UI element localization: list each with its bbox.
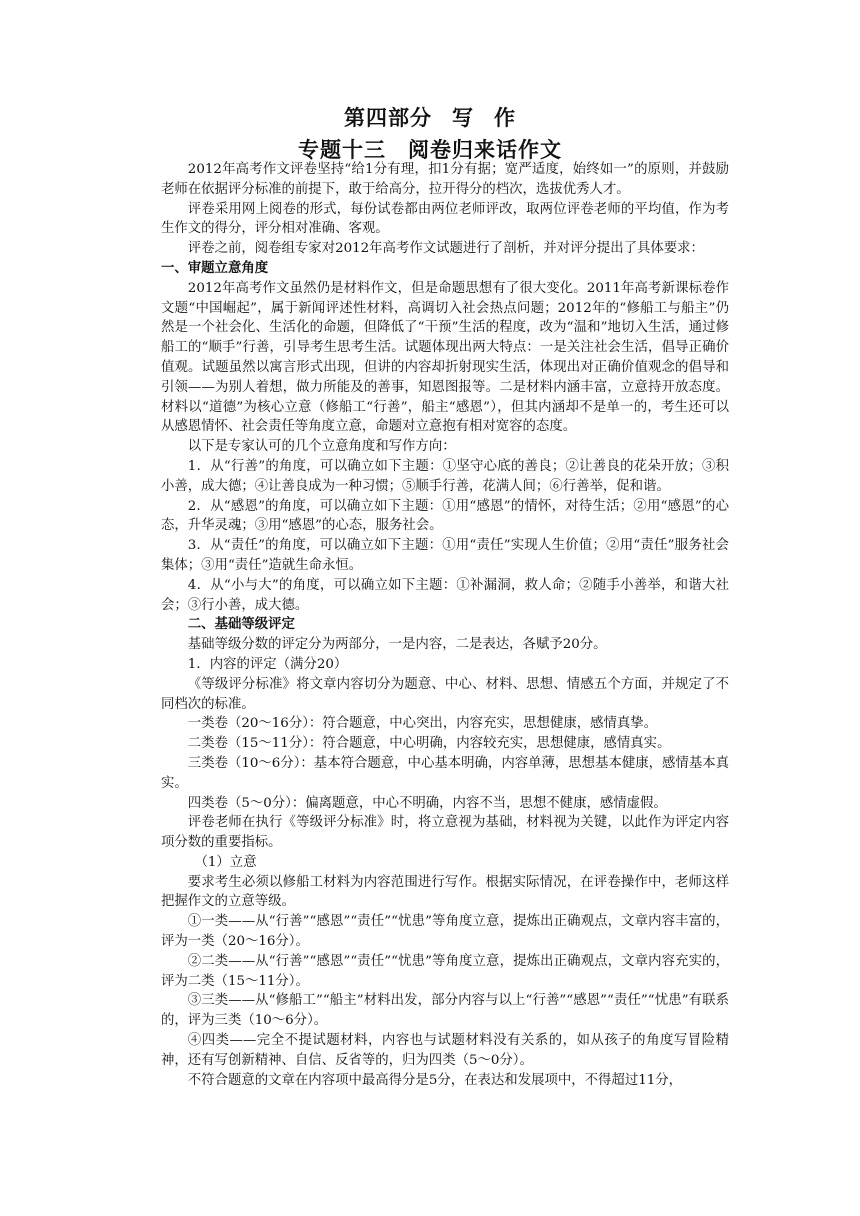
paragraph: 二类卷（15～11分）：符合题意，中心明确，内容较充实，思想健康，感情真实。 [187, 736, 671, 752]
part-title-word-2: 作 [494, 106, 516, 130]
paragraph: 评卷之前，阅卷组专家对2012年高考作文试题进行了剖析，并对评分提出了具体要求： [187, 241, 704, 257]
paragraph: 4．从“小与大”的角度，可以确立如下主题：①补漏洞，救人命；②随手小善举，和谐大社会；③行小善，成大德。 [161, 577, 729, 613]
paragraph: ②二类——从“行善”“感恩”“责任”“忧患”等角度立意，提炼出正确观点，文章内容充实的，评为二类（15～11分）。 [161, 953, 729, 989]
paragraph: 评卷采用网上阅卷的形式，每份试卷都由两位老师评改，取两位评卷老师的平均值，作为考生作文的得分，评分相对准确、客观。 [161, 201, 729, 237]
part-title-part: 第四部分 [344, 106, 432, 130]
paragraph: 1．从“行善”的角度，可以确立如下主题：①坚守心底的善良；②让善良的花朵开放；③积小善，成大德；④让善良成为一种习惯；⑤顺手行善，花满人间；⑥行善举，促和谐。 [161, 458, 729, 494]
article-body [161, 160, 729, 1090]
paragraph: 2012年高考作文评卷坚持“给1分有理，扣1分有据；宽严适度，始终如一”的原则，并鼓励老师在依据评分标准的前提下，敢于给高分，拉开得分的档次，选拔优秀人才。 [161, 162, 729, 197]
section-heading-1: 一、审题立意角度 [161, 260, 269, 276]
part-title-word-1: 写 [452, 106, 474, 130]
paragraph: 评卷老师在执行《等级评分标准》时，将立意视为基础，材料视为关键，以此作为评定内容项分数的重要指标。 [161, 815, 729, 851]
paragraph: ③三类——从“修船工”“船主”材料出发，部分内容与以上“行善”“感恩”“责任”“忧患”有联系的，评为三类（10～6分）。 [161, 993, 729, 1029]
topic-title: 专题十三 阅卷归来话作文 [298, 138, 562, 162]
paragraph: 要求考生必须以修船工材料为内容范围进行写作。根据实际情况，在评卷操作中，老师这样把握作文的立意等级。 [161, 874, 729, 910]
subsection-heading: （1）立意 [194, 854, 257, 870]
document-page [0, 104, 860, 1088]
paragraph: ①一类——从“行善”“感恩”“责任”“忧患”等角度立意，提炼出正确观点，文章内容丰富的，评为一类（20～16分）。 [161, 914, 729, 950]
section-heading-2: 二、基础等级评定 [187, 617, 295, 633]
paragraph: 1．内容的评定（满分20） [187, 656, 348, 672]
paragraph: ④四类——完全不提试题材料，内容也与试题材料没有关系的，如从孩子的角度写冒险精神，还有写创新精神、自信、反省等的，归为四类（5～0分）。 [161, 1033, 729, 1068]
paragraph: 三类卷（10～6分）：基本符合题意，中心基本明确，内容单薄，思想基本健康，感情基本真实。 [161, 755, 729, 791]
paragraph: 基础等级分数的评定分为两部分，一是内容，二是表达，各赋予20分。 [187, 637, 607, 653]
paragraph: 3．从“责任”的角度，可以确立如下主题：①用“责任”实现人生价值；②用“责任”服务社会集体；③用“责任”造就生命永恒。 [161, 538, 729, 573]
paragraph: 四类卷（5～0分）：偏离题意，中心不明确，内容不当，思想不健康，感情虚假。 [187, 795, 667, 811]
paragraph: 2．从“感恩”的角度，可以确立如下主题：①用“感恩”的情怀，对待生活；②用“感恩”的心态，升华灵魂；③用“感恩”的心态，服务社会。 [161, 498, 729, 534]
paragraph: 《等级评分标准》将文章内容切分为题意、中心、材料、思想、情感五个方面，并规定了不同档次的标准。 [161, 676, 729, 712]
paragraph: 以下是专家认可的几个立意角度和写作方向： [187, 439, 456, 455]
paragraph: 一类卷（20～16分）：符合题意，中心突出，内容充实，思想健康，感情真挚。 [187, 716, 658, 732]
paragraph: 不符合题意的文章在内容项中最高得分是5分，在表达和发展项中，不得超过11分， [187, 1072, 683, 1088]
part-title [0, 104, 860, 132]
paragraph: 2012年高考作文虽然仍是材料作文，但是命题思想有了很大变化。2011年高考新课标卷作文题“中国崛起”，属于新闻评述性材料，高调切入社会热点问题；2012年的“修船工与船主”仍然是一个社会化、生活化的命题，但降低了“干预”生活的程度，改为“温和”地切入生活，通过修船工的“顺手”行善，引导考生思考生活。试题体现出两大特点：一是关注社会生活，倡导正确价值观。试题虽然以寓言形式出现，但讲的内容却折射现实生活，体现出对正确价值观念的倡导和引领——为别人着想，做力所能及的善事，知恩图报等。二是材料内涵丰富，立意持开放态度。材料以“道德”为核心立意（修船工“行善”，船主“感恩”），但其内涵却不是单一的，考生还可以从感恩情怀、社会责任等角度立意，命题对立意抱有相对宽容的态度。 [161, 280, 729, 435]
